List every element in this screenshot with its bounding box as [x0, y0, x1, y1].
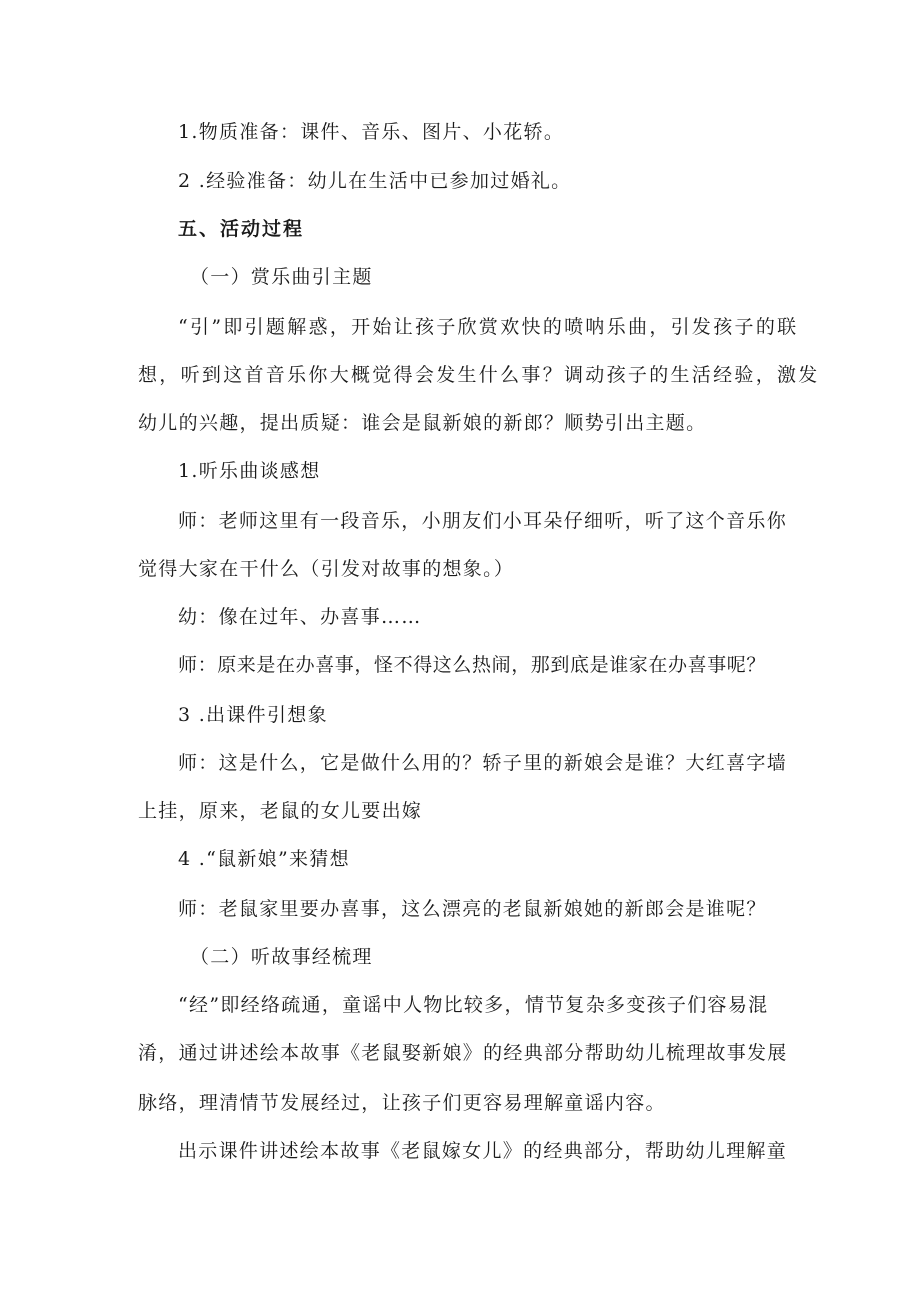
dialogue-line: 幼：像在过年、办喜事…… — [178, 606, 422, 628]
prep-experience-line: 2 .经验准备：幼儿在生活中已参加过婚礼。 — [178, 170, 572, 192]
paragraph-line: 出示课件讲述绘本故事《老鼠嫁女儿》的经典部分，帮助幼儿理解童 — [178, 1140, 788, 1162]
step-heading-3: 3 .出课件引想象 — [178, 704, 328, 726]
paragraph-line: 脉络，理清情节发展经过，让孩子们更容易理解童谣内容。 — [138, 1092, 666, 1114]
step-heading-4: 4 .“鼠新娘”来猜想 — [178, 848, 350, 870]
dialogue-line: 师：老鼠家里要办喜事，这么漂亮的老鼠新娘她的新郎会是谁呢？ — [178, 898, 767, 920]
dialogue-line: 师：原来是在办喜事，怪不得这么热闹，那到底是谁家在办喜事呢？ — [178, 654, 767, 676]
dialogue-line: 师：这是什么，它是做什么用的？轿子里的新娘会是谁？大红喜字墙 — [178, 752, 788, 774]
step-heading-1: 1.听乐曲谈感想 — [178, 460, 321, 482]
paragraph-line: “引”即引题解惑，开始让孩子欣赏欢快的喷呐乐曲，引发孩子的联 — [178, 316, 799, 338]
dialogue-line: 上挂，原来，老鼠的女儿要出嫁 — [138, 800, 423, 822]
dialogue-line: 觉得大家在干什么（引发对故事的想象。） — [138, 558, 515, 580]
section-heading-activity-process: 五、活动过程 — [178, 218, 305, 240]
paragraph-line: 幼儿的兴趣，提出质疑：谁会是鼠新娘的新郎？顺势引出主题。 — [138, 412, 707, 434]
subsection-heading-1: （一）赏乐曲引主题 — [190, 266, 373, 288]
prep-material-line: 1.物质准备：课件、音乐、图片、小花轿。 — [178, 121, 565, 143]
paragraph-line: 想，听到这首音乐你大概觉得会发生什么事？调动孩子的生活经验，激发 — [138, 364, 820, 386]
subsection-heading-2: （二）听故事经梳理 — [190, 946, 373, 968]
paragraph-line: “经”即经络疏通，童谣中人物比较多，情节复杂多变孩子们容易混 — [178, 994, 769, 1016]
paragraph-line: 淆，通过讲述绘本故事《老鼠娶新娘》的经典部分帮助幼儿梳理故事发展 — [138, 1042, 788, 1064]
dialogue-line: 师：老师这里有一段音乐，小朋友们小耳朵仔细听，听了这个音乐你 — [178, 510, 788, 532]
